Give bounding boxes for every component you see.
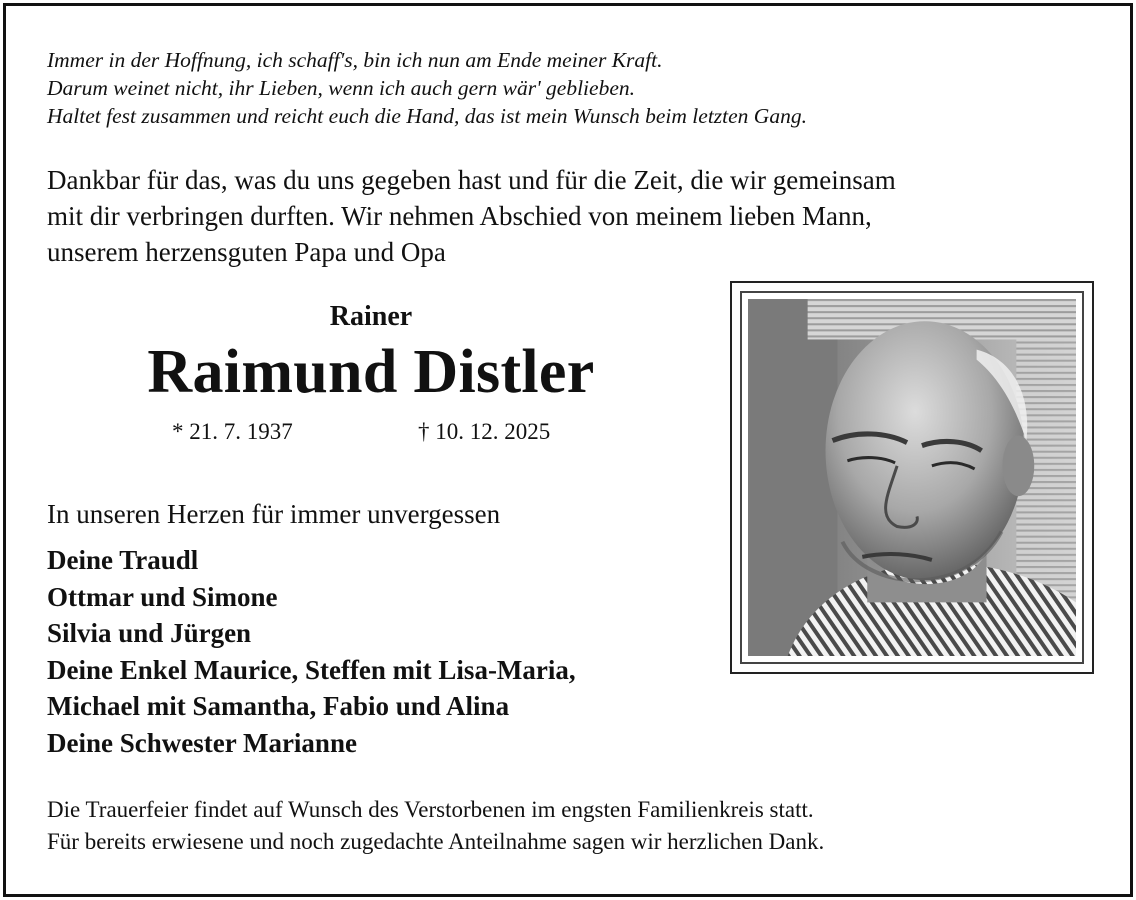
- poem-line-3: Haltet fest zusammen und reicht euch die Hand, das ist mein Wunsch beim letzten Gang.: [47, 104, 807, 128]
- poem-line-1: Immer in der Hoffnung, ich schaff's, bin ich nun am Ende meiner Kraft.: [47, 48, 663, 72]
- photo-ear: [1002, 436, 1034, 497]
- mourners-list: [47, 542, 576, 761]
- intro-text: [47, 162, 1087, 270]
- footer-line-1: Die Trauerfeier findet auf Wunsch des Verstorbenen im engsten Familienkreis statt.: [47, 797, 814, 822]
- poem: [47, 46, 807, 130]
- portrait-frame: [730, 281, 1094, 674]
- intro-line-1: Dankbar für das, was du uns gegeben hast und für die Zeit, die wir gemeinsam: [47, 165, 896, 195]
- photo-wall: [748, 299, 837, 656]
- deceased-full-name: Raimund Distler: [147, 338, 595, 406]
- deceased-first-name: Rainer: [329, 301, 413, 332]
- poem-line-2: Darum weinet nicht, ihr Lieben, wenn ich auch gern wär' geblieben.: [47, 76, 635, 100]
- mourner-line: Michael mit Samantha, Fabio und Alina: [47, 691, 510, 721]
- footer-text: [47, 794, 824, 858]
- mourner-line: Deine Traudl: [47, 545, 199, 575]
- remembrance-line: In unseren Herzen für immer unvergessen: [47, 499, 501, 529]
- intro-line-3: unserem herzensguten Papa und Opa: [47, 237, 446, 267]
- portrait-illustration: [748, 299, 1076, 656]
- mourner-line: Silvia und Jürgen: [47, 618, 252, 648]
- intro-line-2: mit dir verbringen durften. Wir nehmen Abschied von meinem lieben Mann,: [47, 201, 872, 231]
- obituary-frame: [3, 3, 1133, 897]
- birth-date: * 21. 7. 1937: [172, 419, 293, 444]
- portrait-photo: [748, 299, 1076, 656]
- mourner-line: Deine Enkel Maurice, Steffen mit Lisa-Maria,: [47, 654, 576, 685]
- mourner-line: Deine Schwester Marianne: [47, 727, 357, 758]
- portrait-inner-border: [740, 291, 1084, 664]
- mourner-line: Ottmar und Simone: [47, 581, 278, 612]
- footer-line-2: Für bereits erwiesene und noch zugedachte Anteilnahme sagen wir herzlichen Dank.: [47, 829, 825, 854]
- death-date: † 10. 12. 2025: [418, 419, 551, 444]
